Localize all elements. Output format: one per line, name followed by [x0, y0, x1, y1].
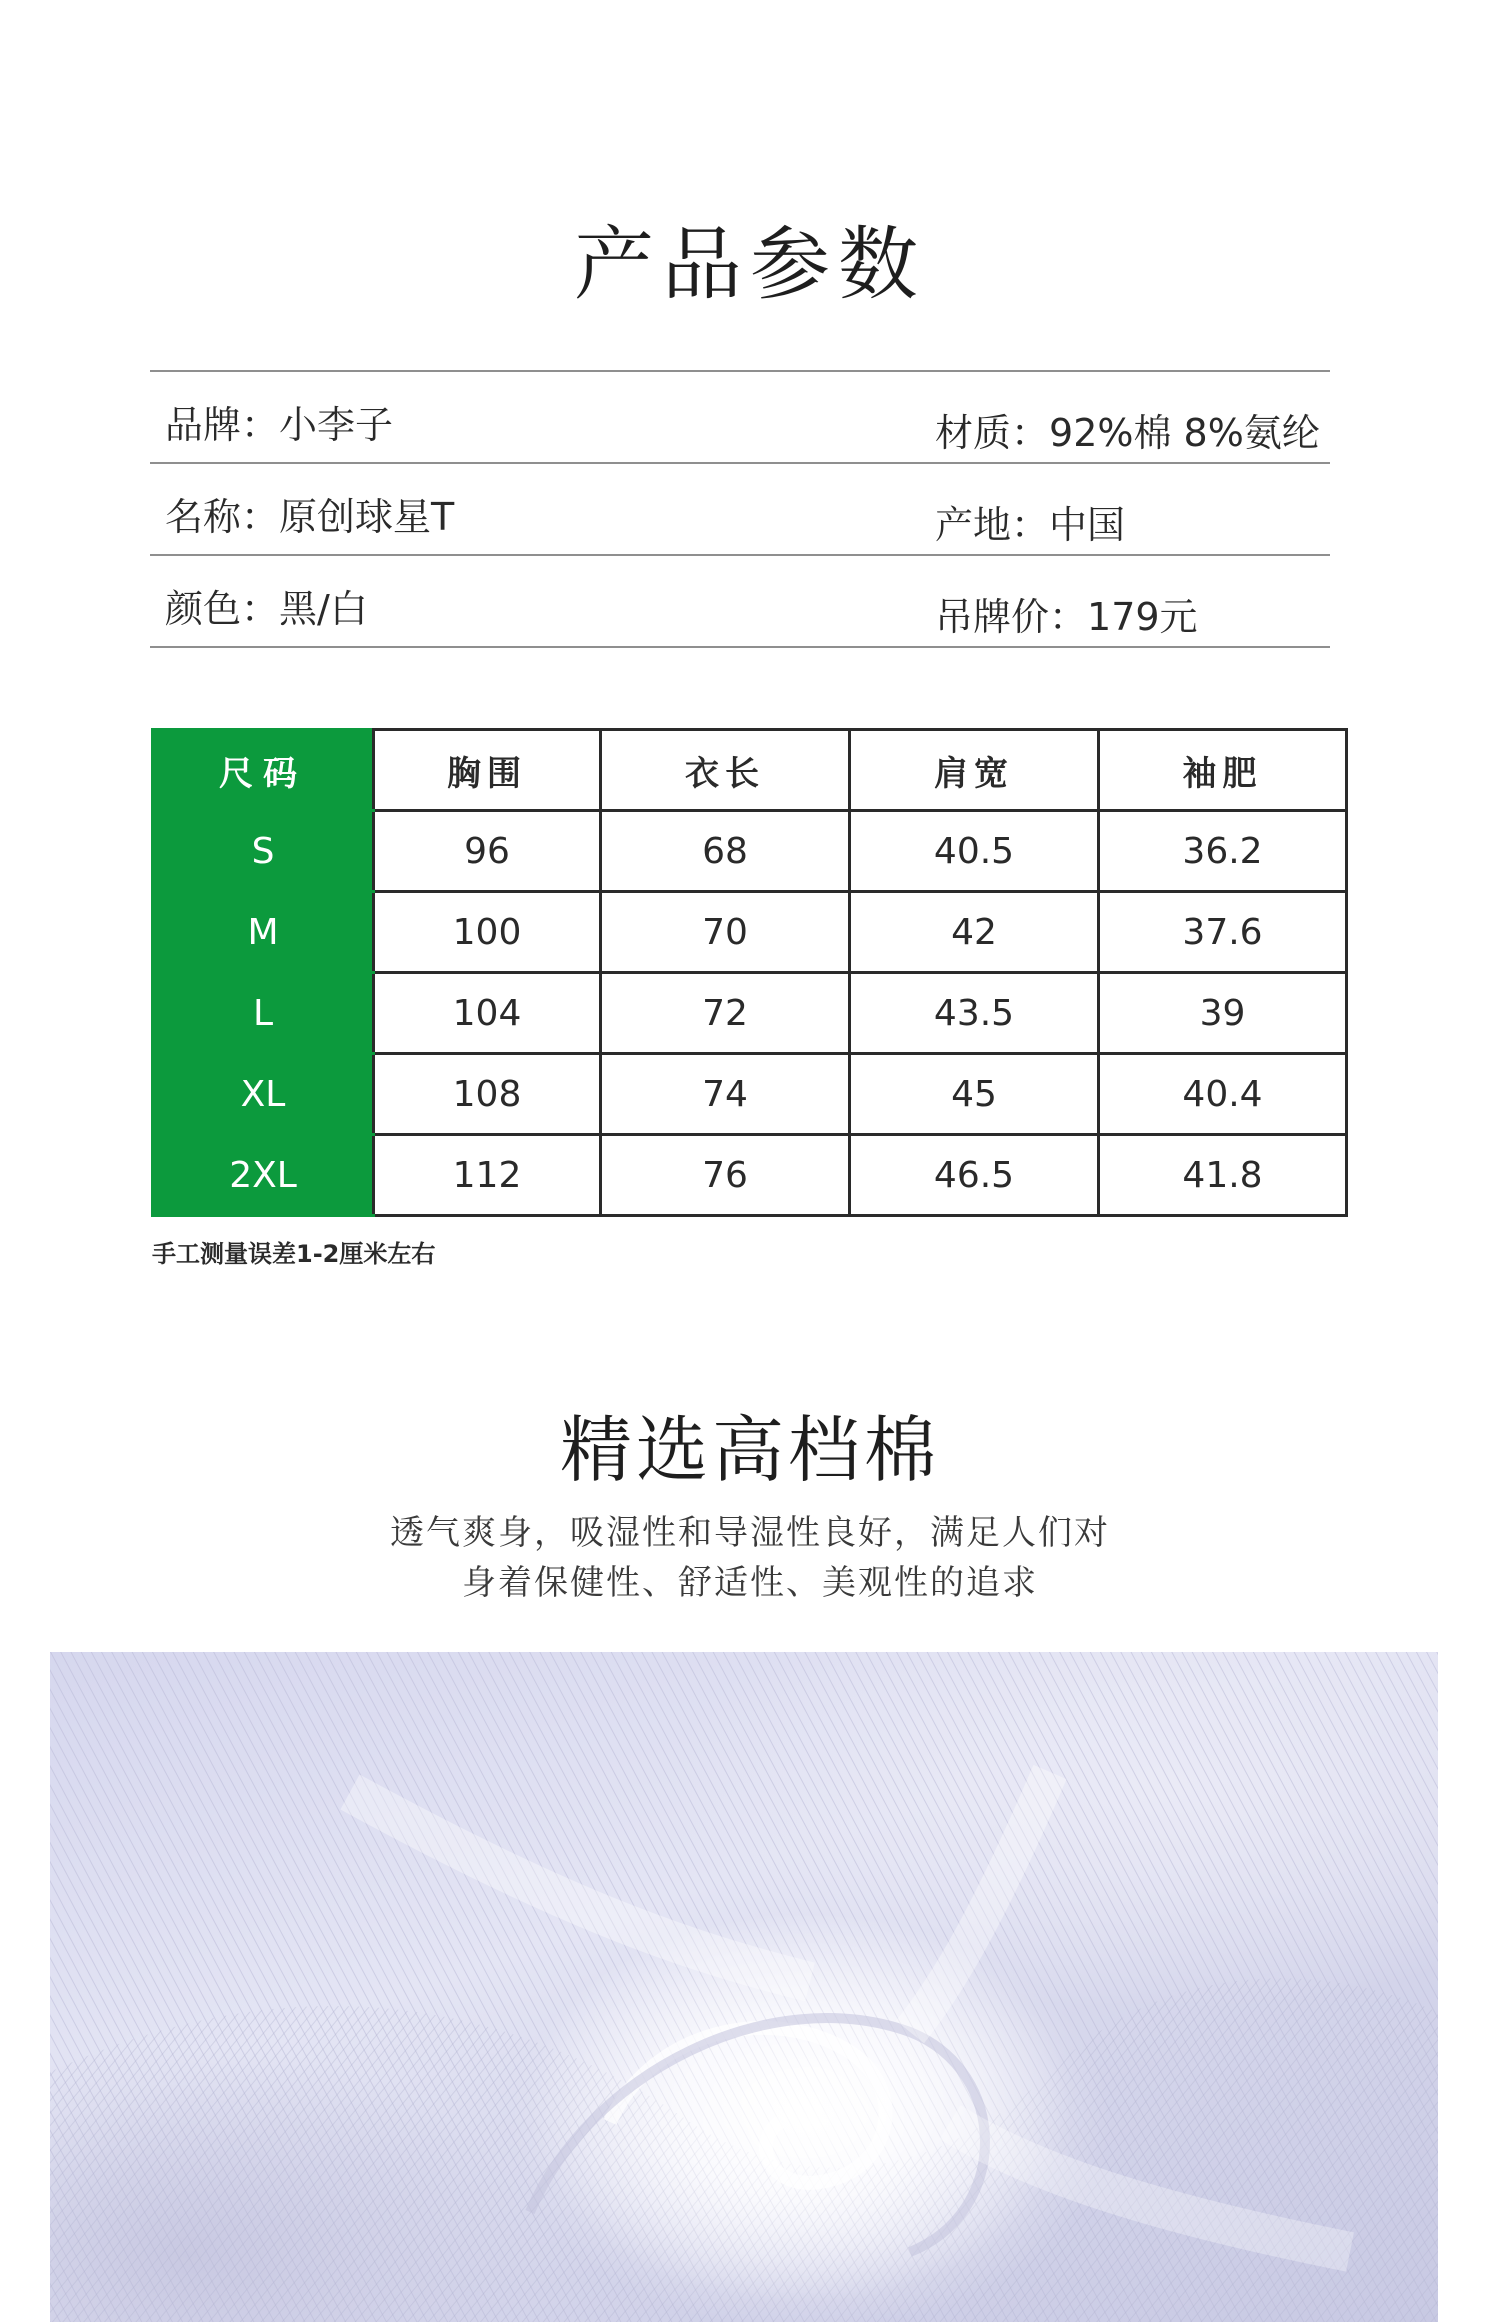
shoulder-cell: 40.5 — [850, 811, 1099, 892]
table-row — [153, 1135, 1347, 1216]
description-line: 透气爽身，吸湿性和导湿性良好，满足人们对 — [390, 1513, 1110, 1553]
description-line: 身着保健性、舒适性、美观性的追求 — [462, 1563, 1038, 1603]
chest-cell: 112 — [374, 1135, 601, 1216]
size-table — [151, 728, 1348, 1217]
param-row — [150, 370, 1330, 462]
length-cell: 70 — [601, 892, 850, 973]
header-shoulder: 肩宽 — [850, 730, 1099, 811]
size-cell: 2XL — [153, 1135, 374, 1216]
length-cell: 68 — [601, 811, 850, 892]
page-title: 产品参数 — [574, 218, 926, 311]
product-params — [150, 370, 1330, 648]
length-cell: 72 — [601, 973, 850, 1054]
param-material: 材质：92%棉 8%氨纶 — [935, 411, 1320, 455]
shoulder-cell: 43.5 — [850, 973, 1099, 1054]
size-table-header — [153, 730, 1347, 811]
header-length: 衣长 — [601, 730, 850, 811]
length-cell: 74 — [601, 1054, 850, 1135]
param-price: 吊牌价：179元 — [935, 595, 1198, 639]
size-cell: M — [153, 892, 374, 973]
table-row — [153, 973, 1347, 1054]
length-cell: 76 — [601, 1135, 850, 1216]
sleeve-cell: 41.8 — [1099, 1135, 1347, 1216]
table-row — [153, 1054, 1347, 1135]
table-row — [153, 811, 1347, 892]
param-brand: 品牌：小李子 — [165, 403, 394, 447]
chest-cell: 96 — [374, 811, 601, 892]
shoulder-cell: 42 — [850, 892, 1099, 973]
param-name: 名称：原创球星T — [165, 495, 455, 539]
sleeve-cell: 39 — [1099, 973, 1347, 1054]
sleeve-cell: 36.2 — [1099, 811, 1347, 892]
shoulder-cell: 46.5 — [850, 1135, 1099, 1216]
param-origin: 产地：中国 — [935, 503, 1126, 547]
table-row — [153, 892, 1347, 973]
chest-cell: 104 — [374, 973, 601, 1054]
chest-cell: 108 — [374, 1054, 601, 1135]
sleeve-cell: 37.6 — [1099, 892, 1347, 973]
chest-cell: 100 — [374, 892, 601, 973]
measurement-note: 手工测量误差1-2厘米左右 — [152, 1240, 436, 1268]
header-sleeve: 袖肥 — [1099, 730, 1347, 811]
param-row — [150, 462, 1330, 554]
fabric-texture — [50, 1652, 1438, 2322]
section-description — [0, 1508, 1500, 1608]
param-row — [150, 554, 1330, 648]
shoulder-cell: 45 — [850, 1054, 1099, 1135]
section-heading: 精选高档棉 — [559, 1408, 940, 1492]
size-cell: S — [153, 811, 374, 892]
size-cell: L — [153, 973, 374, 1054]
cotton-fabric-image — [50, 1652, 1438, 2322]
param-color: 颜色：黑/白 — [165, 587, 368, 631]
header-chest: 胸围 — [374, 730, 601, 811]
size-cell: XL — [153, 1054, 374, 1135]
header-size: 尺码 — [153, 730, 374, 811]
sleeve-cell: 40.4 — [1099, 1054, 1347, 1135]
